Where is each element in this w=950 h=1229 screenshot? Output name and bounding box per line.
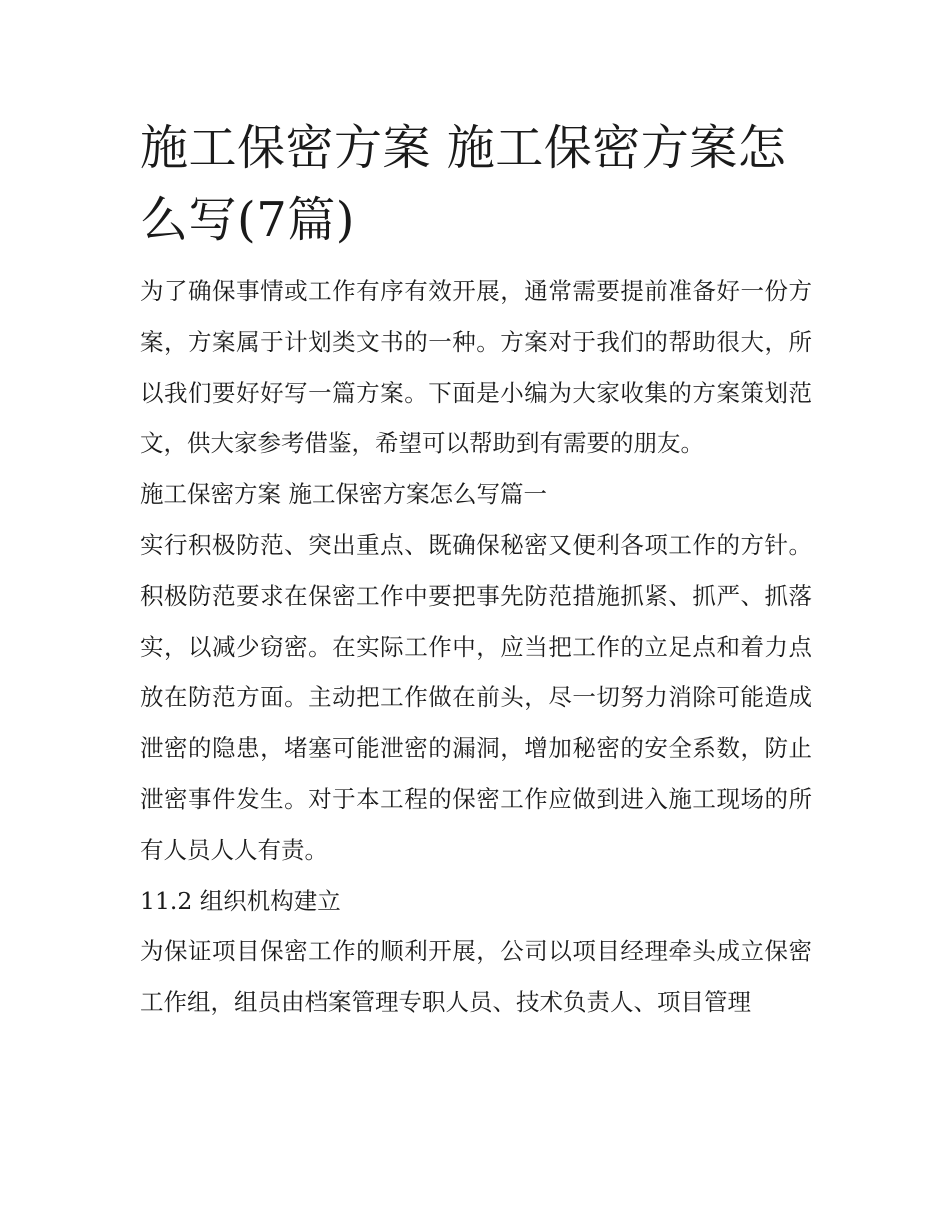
document-title: 施工保密方案 施工保密方案怎么写(7篇)	[140, 120, 787, 248]
section-body-2: 为保证项目保密工作的顺利开展，公司以项目经理牵头成立保密工作组，组员由档案管理专职人员、技术负责人、项目管理	[140, 937, 812, 1017]
document-page	[140, 112, 812, 1028]
section-heading-1: 施工保密方案 施工保密方案怎么写篇一	[140, 480, 547, 509]
section-body-1: 实行积极防范、突出重点、既确保秘密又便利各项工作的方针。积极防范要求在保密工作中要把事先防范措施抓紧、抓严、抓落实，以减少窃密。在实际工作中，应当把工作的立足点和着力点放在防范方面。主动把工作做在前头，尽一切努力消除可能造成泄密的隐患，堵塞可能泄密的漏洞，增加秘密的安全系数，防止泄密事件发生。对于本工程的保密工作应做到进入施工现场的所有人员人人有责。	[140, 530, 812, 864]
section-heading-2: 11.2 组织机构建立	[140, 886, 341, 915]
intro-paragraph: 为了确保事情或工作有序有效开展，通常需要提前准备好一份方案，方案属于计划类文书的一种。方案对于我们的帮助很大，所以我们要好好写一篇方案。下面是小编为大家收集的方案策划范文，供大家参考借鉴，希望可以帮助到有需要的朋友。	[140, 277, 812, 458]
